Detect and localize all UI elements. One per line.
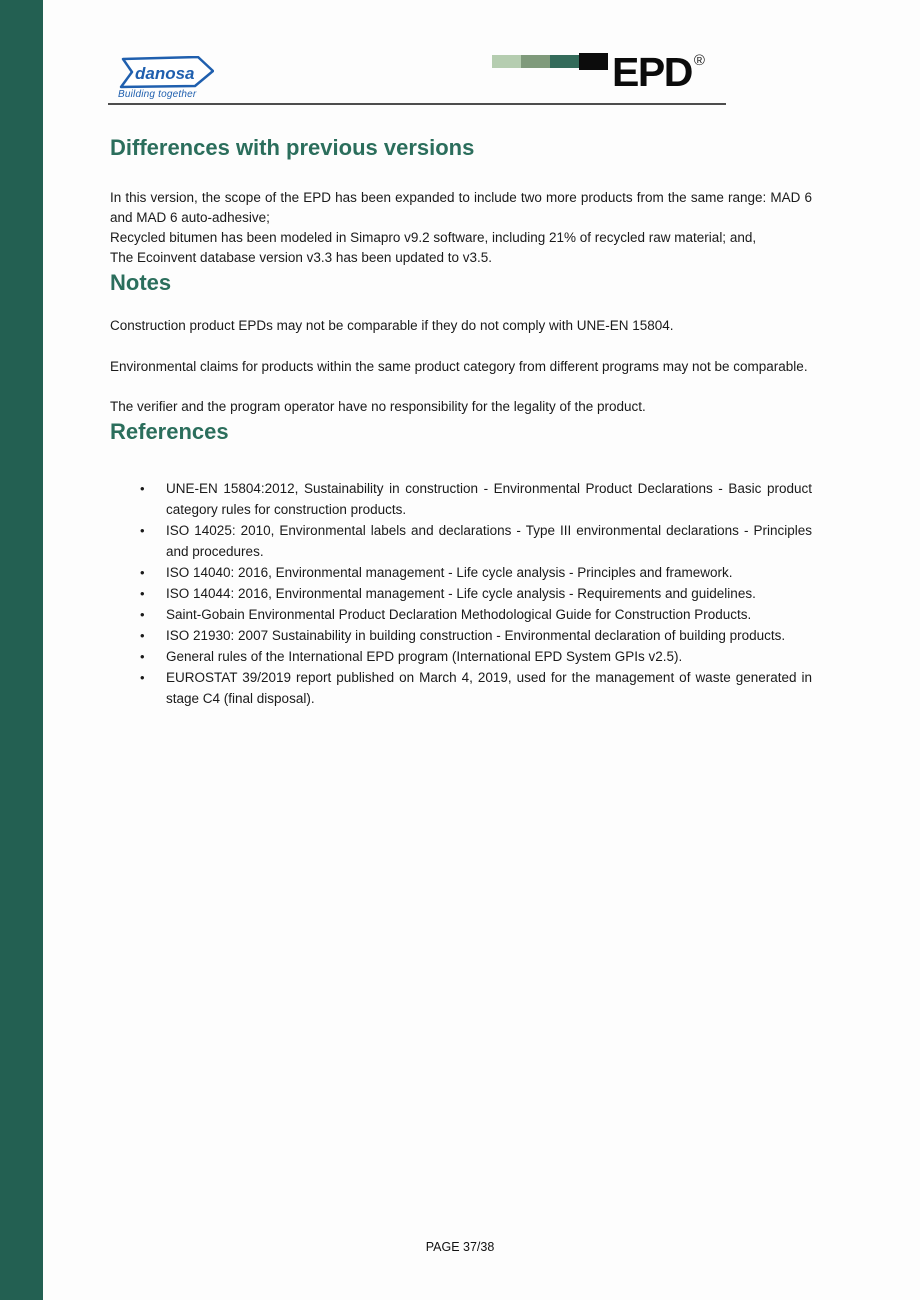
- reference-item: [110, 478, 812, 520]
- section-references: [110, 417, 812, 709]
- bullet-marker: •: [140, 565, 145, 580]
- bullet-marker: •: [140, 670, 145, 685]
- reference-item: [110, 667, 812, 709]
- reference-item: [110, 520, 812, 562]
- reference-text: Saint-Gobain Environmental Product Declaration Methodological Guide for Construction Products.: [166, 607, 752, 622]
- paragraph: Construction product EPDs may not be comparable if they do not comply with UNE-EN 15804.: [110, 318, 674, 333]
- reference-text: ISO 14025: 2010, Environmental labels and declarations - Type III environmental declarations - Principles and procedures.: [166, 523, 812, 559]
- epd-wordmark: EPD: [612, 49, 692, 95]
- document-body: [110, 0, 812, 709]
- danosa-wordmark: danosa: [135, 64, 195, 83]
- page-number: PAGE 37/38: [425, 1240, 495, 1254]
- section-heading: Differences with previous versions: [110, 135, 475, 160]
- bullet-marker: •: [140, 481, 145, 496]
- danosa-tagline: Building together: [118, 89, 197, 100]
- reference-text: EUROSTAT 39/2019 report published on March 4, 2019, used for the management of waste generated in stage C4 (final disposal).: [166, 670, 812, 706]
- section-heading: Notes: [110, 270, 172, 295]
- references-list: [110, 478, 812, 709]
- reference-text: ISO 14040: 2016, Environmental management - Life cycle analysis - Principles and framework.: [166, 565, 733, 580]
- reference-text: General rules of the International EPD program (International EPD System GPIs v2.5).: [166, 649, 683, 664]
- reference-item: [110, 625, 812, 646]
- bullet-marker: •: [140, 649, 145, 664]
- section-heading: References: [110, 419, 229, 444]
- reference-item: [110, 562, 812, 583]
- reference-item: [110, 646, 812, 667]
- bullet-marker: •: [140, 586, 145, 601]
- section-differences: [110, 133, 812, 268]
- paragraph: Environmental claims for products within the same product category from different programs may not be comparable.: [110, 359, 808, 374]
- bullet-marker: •: [140, 628, 145, 643]
- paragraph: The verifier and the program operator have no responsibility for the legality of the product.: [110, 399, 646, 414]
- reference-text: ISO 21930: 2007 Sustainability in building construction - Environmental declaration of building products.: [166, 628, 786, 643]
- section-notes: [110, 268, 812, 417]
- reference-item: [110, 604, 812, 625]
- paragraph: The Ecoinvent database version v3.3 has been updated to v3.5.: [110, 250, 493, 265]
- paragraph: In this version, the scope of the EPD has been expanded to include two more products from the same range: MAD 6 and MAD 6 auto-adhesive;: [110, 190, 812, 225]
- registered-mark-icon: ®: [693, 52, 705, 69]
- reference-item: [110, 583, 812, 604]
- paragraph: Recycled bitumen has been modeled in Simapro v9.2 software, including 21% of recycled raw material; and,: [110, 230, 757, 245]
- reference-text: UNE-EN 15804:2012, Sustainability in construction - Environmental Product Declarations - Basic product category rules for construction products.: [166, 481, 812, 517]
- page-edge-bar: [0, 0, 43, 1300]
- bullet-marker: •: [140, 607, 145, 622]
- reference-text: ISO 14044: 2016, Environmental management - Life cycle analysis - Requirements and guidelines.: [166, 586, 756, 601]
- bullet-marker: •: [140, 523, 145, 538]
